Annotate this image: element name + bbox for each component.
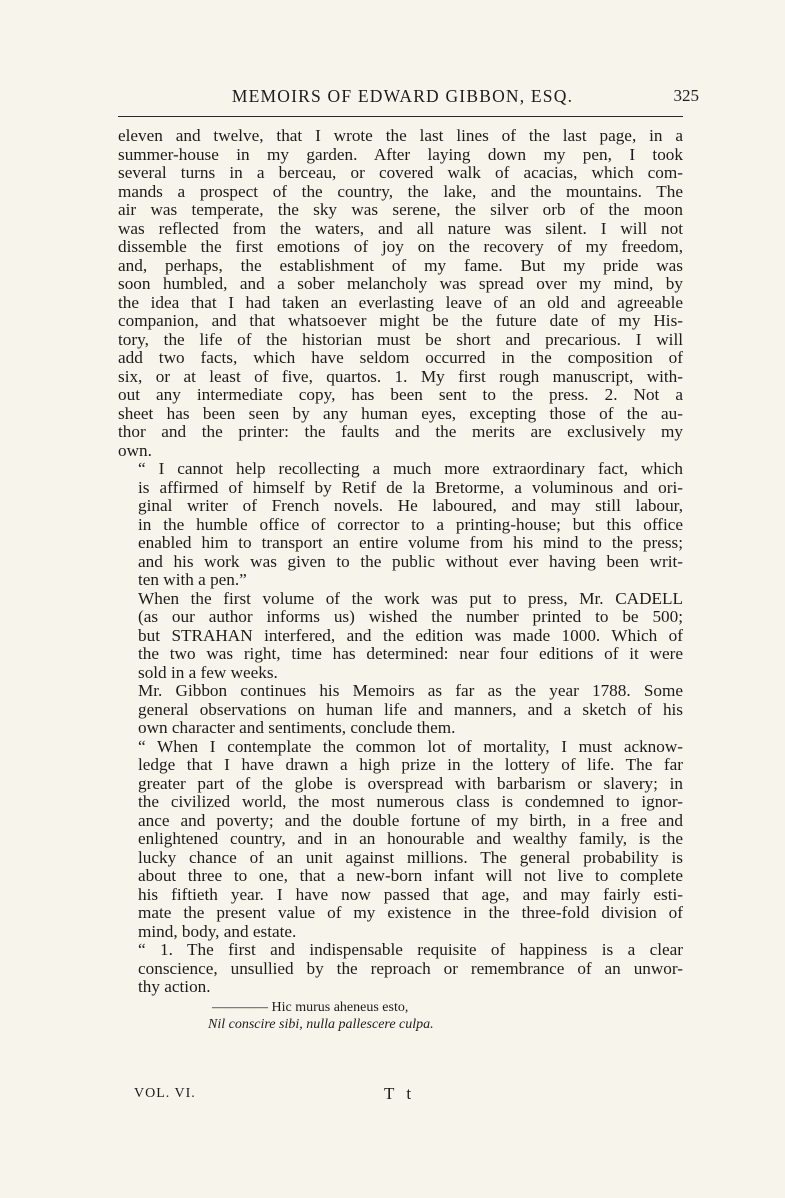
- paragraph-2: [118, 460, 683, 590]
- text-line: several turns in a berceau, or covered walk of acacias, which com-: [118, 163, 683, 182]
- text-line: companion, and that whatsoever might be the future date of my His-: [118, 311, 683, 330]
- text-line: ginal writer of French novels. He laboured, and may still labour,: [138, 496, 683, 515]
- text-line: dissemble the first emotions of joy on the recovery of my freedom,: [118, 237, 683, 256]
- text-line: ledge that I have drawn a high prize in the lottery of life. The far: [138, 755, 683, 774]
- page-header: [110, 86, 699, 112]
- verse-line: ———— Hic murus aheneus esto,: [212, 999, 409, 1015]
- text-line: enlightened country, and in an honourable and wealthy family, is the: [138, 829, 683, 848]
- text-line: but STRAHAN interfered, and the edition was made 1000. Which of: [138, 625, 683, 645]
- latin-verse-quotation: [118, 999, 683, 1033]
- text-line: was reflected from the waters, and all nature was silent. I will not: [118, 218, 683, 238]
- header-rule: [118, 116, 683, 117]
- text-line: soon humbled, and a sober melancholy was spread over my mind, by: [118, 274, 683, 293]
- text-line: enabled him to transport an entire volume from his mind to the press;: [138, 533, 683, 552]
- text-line: own.: [118, 440, 152, 460]
- verse-line: Nil conscire sibi, nulla pallescere culpa.: [208, 1016, 434, 1032]
- text-line: mate the present value of my existence in the three-fold division of: [138, 903, 683, 922]
- text-line: ance and poverty; and the double fortune of my birth, in a free and: [138, 810, 683, 830]
- paragraph-6: [118, 941, 683, 997]
- text-line: general observations on human life and manners, and a sketch of his: [138, 699, 683, 719]
- text-line: own character and sentiments, conclude them.: [138, 718, 456, 737]
- paragraph-3: [118, 590, 683, 683]
- running-title: MEMOIRS OF EDWARD GIBBON, ESQ.: [231, 86, 574, 106]
- text-line: “ I cannot help recollecting a much more extraordinary fact, which: [138, 459, 683, 478]
- text-line: summer-house in my garden. After laying down my pen, I took: [118, 144, 683, 164]
- text-line: mind, body, and estate.: [138, 921, 297, 941]
- text-line: about three to one, that a new-born infant will not live to complete: [138, 866, 683, 885]
- paragraph-5: [118, 738, 683, 942]
- text-line: thor and the printer: the faults and the merits are exclusively my: [118, 422, 683, 441]
- text-line: in the humble office of corrector to a printing-house; but this office: [138, 514, 683, 534]
- text-line: (as our author informs us) wished the number printed to be 500;: [138, 607, 683, 626]
- signature-mark: T t: [384, 1084, 416, 1103]
- text-line: his fiftieth year. I have now passed that age, and may fairly esti-: [138, 884, 683, 904]
- text-line: “ 1. The first and indispensable requisite of happiness is a clear: [138, 940, 683, 959]
- body-text: [118, 127, 683, 1033]
- text-line: lucky chance of an unit against millions. The general probability is: [138, 847, 683, 867]
- text-line: tory, the life of the historian must be short and precarious. I will: [118, 329, 683, 349]
- text-line: sheet has been seen by any human eyes, excepting those of the au-: [118, 403, 683, 423]
- text-line: When the first volume of the work was put to press, Mr. CADELL: [138, 588, 683, 608]
- text-line: the two was right, time has determined: near four editions of it were: [138, 644, 683, 663]
- page-number: 325: [673, 86, 699, 105]
- text-line: air was temperate, the sky was serene, the silver orb of the moon: [118, 200, 683, 219]
- paragraph-4: [118, 682, 683, 738]
- text-line: add two facts, which have seldom occurred in the composition of: [118, 348, 683, 367]
- text-line: and his work was given to the public without ever having been writ-: [138, 551, 683, 571]
- text-line: “ When I contemplate the common lot of mortality, I must acknow-: [138, 736, 683, 756]
- text-line: Mr. Gibbon continues his Memoirs as far as the year 1788. Some: [138, 681, 683, 700]
- text-line: conscience, unsullied by the reproach or remembrance of an unwor-: [138, 958, 683, 978]
- volume-marker: VOL. VI.: [134, 1086, 196, 1101]
- text-line: and, perhaps, the establishment of my fame. But my pride was: [118, 255, 683, 275]
- text-line: greater part of the globe is overspread with barbarism or slavery; in: [138, 773, 683, 793]
- text-line: mands a prospect of the country, the lake, and the mountains. The: [118, 181, 683, 201]
- text-line: sold in a few weeks.: [138, 662, 278, 682]
- text-line: the idea that I had taken an everlasting leave of an old and agreeable: [118, 292, 683, 312]
- text-line: six, or at least of five, quartos. 1. My first rough manuscript, with-: [118, 366, 683, 386]
- paragraph-1: [118, 127, 683, 460]
- text-line: out any intermediate copy, has been sent to the press. 2. Not a: [118, 385, 683, 404]
- page-footer: [134, 1086, 554, 1108]
- text-line: eleven and twelve, that I wrote the last lines of the last page, in a: [118, 126, 683, 145]
- text-line: the civilized world, the most numerous class is condemned to ignor-: [138, 792, 683, 811]
- text-line: is affirmed of himself by Retif de la Bretorme, a voluminous and ori-: [138, 477, 683, 497]
- text-line: thy action.: [138, 977, 211, 996]
- text-line: ten with a pen.”: [138, 570, 247, 589]
